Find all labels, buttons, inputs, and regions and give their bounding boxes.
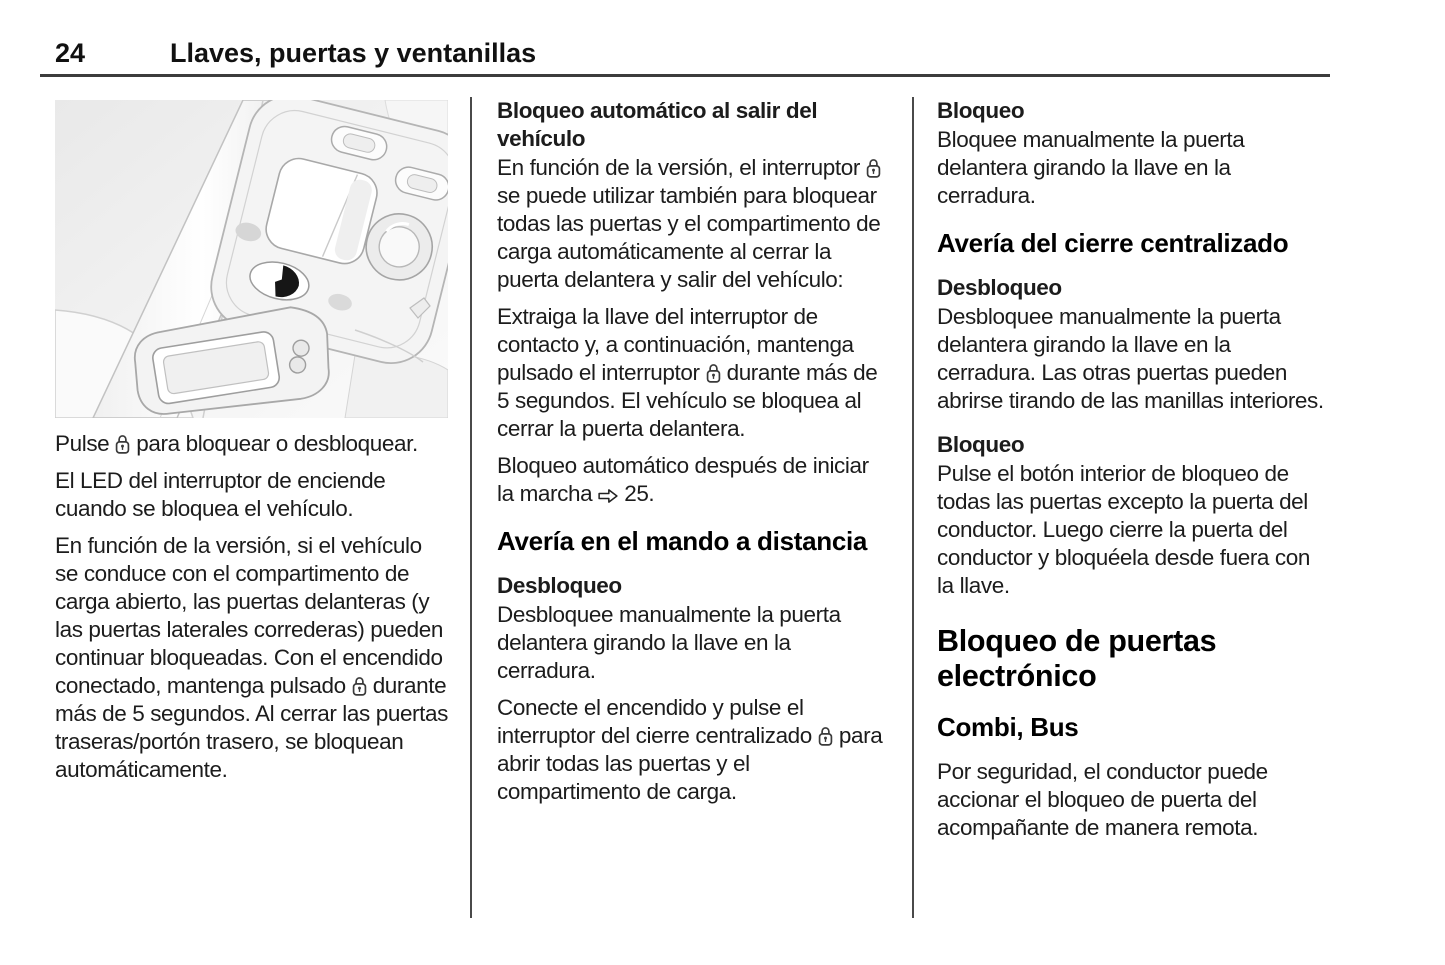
paragraph: Desbloquee manualmente la puerta delantera girando la llave en la cerradura. <box>497 602 841 683</box>
chapter-title: Llaves, puertas y ventanillas <box>170 38 537 68</box>
see-page-arrow-icon <box>597 487 619 505</box>
section-heading-remote-fault: Avería en el mando a distancia <box>497 526 868 556</box>
subheading-auto-lock-exit: Bloqueo automático al salir del vehículo <box>497 98 818 151</box>
central-locking-lock-icon <box>817 725 834 747</box>
subheading-lock: Bloqueo <box>937 432 1025 457</box>
page-number: 24 <box>55 38 86 68</box>
column-3 <box>937 97 1331 851</box>
overhead-console-illustration <box>55 100 448 418</box>
paragraph: Bloquee manualmente la puerta delantera girando la llave en la cerradura. <box>937 127 1245 208</box>
paragraph: Conecte el encendido y pulse el interruptor del cierre centralizado para abrir todas las puertas y el compartimento de carga. <box>497 695 883 804</box>
central-locking-lock-icon <box>705 362 722 384</box>
column-divider-1 <box>470 97 472 918</box>
header-rule <box>40 74 1330 77</box>
paragraph: Desbloquee manualmente la puerta delantera girando la llave en la cerradura. Las otras puertas pueden abrirse tirando de las manillas interiores. <box>937 304 1324 413</box>
paragraph: En función de la versión, el interruptor se puede utilizar también para bloquear todas las puertas y el compartimento de carga automáticamente al cerrar la puerta delantera y salir del vehículo: <box>497 155 881 292</box>
section-heading-electronic-door-locking: Bloqueo de puertas electrónico <box>937 624 1217 693</box>
section-heading-central-locking-fault: Avería del cierre centralizado <box>937 228 1289 258</box>
paragraph: En función de la versión, si el vehículo se conduce con el compartimento de carga abierto, las puertas delanteras (y las puertas laterales correderas) pueden continuar bloqueadas. Con el encendido conectado, mantenga pulsado durante más de 5 segundos. Al cerrar las puertas traseras/portón trasero, se bloquean automáticamente. <box>55 533 448 782</box>
paragraph-page-reference: Bloqueo automático después de iniciar la marcha 25. <box>497 453 869 506</box>
paragraph: El LED del interruptor de enciende cuando se bloquea el vehículo. <box>55 468 386 521</box>
paragraph: Pulse el botón interior de bloqueo de todas las puertas excepto la puerta del conductor. Luego cierre la puerta del conductor y bloquéela desde fuera con la llave. <box>937 461 1310 598</box>
subheading-unlock: Desbloqueo <box>497 573 622 598</box>
central-locking-lock-icon <box>351 675 368 697</box>
column-divider-2 <box>912 97 914 918</box>
subheading-lock: Bloqueo <box>937 98 1025 123</box>
paragraph: Pulse para bloquear o desbloquear. <box>55 431 418 456</box>
subheading-unlock: Desbloqueo <box>937 275 1062 300</box>
paragraph: Extraiga la llave del interruptor de contacto y, a continuación, mantenga pulsado el interruptor durante más de 5 segundos. El vehículo se bloquea al cerrar la puerta delantera. <box>497 304 878 441</box>
central-locking-lock-icon <box>865 157 882 179</box>
subsection-heading-combi-bus: Combi, Bus <box>937 712 1079 742</box>
column-1 <box>55 430 449 793</box>
paragraph: Por seguridad, el conductor puede accionar el bloqueo de puerta del acompañante de manera remota. <box>937 759 1268 840</box>
column-2 <box>497 97 891 815</box>
central-locking-lock-icon <box>114 433 131 455</box>
